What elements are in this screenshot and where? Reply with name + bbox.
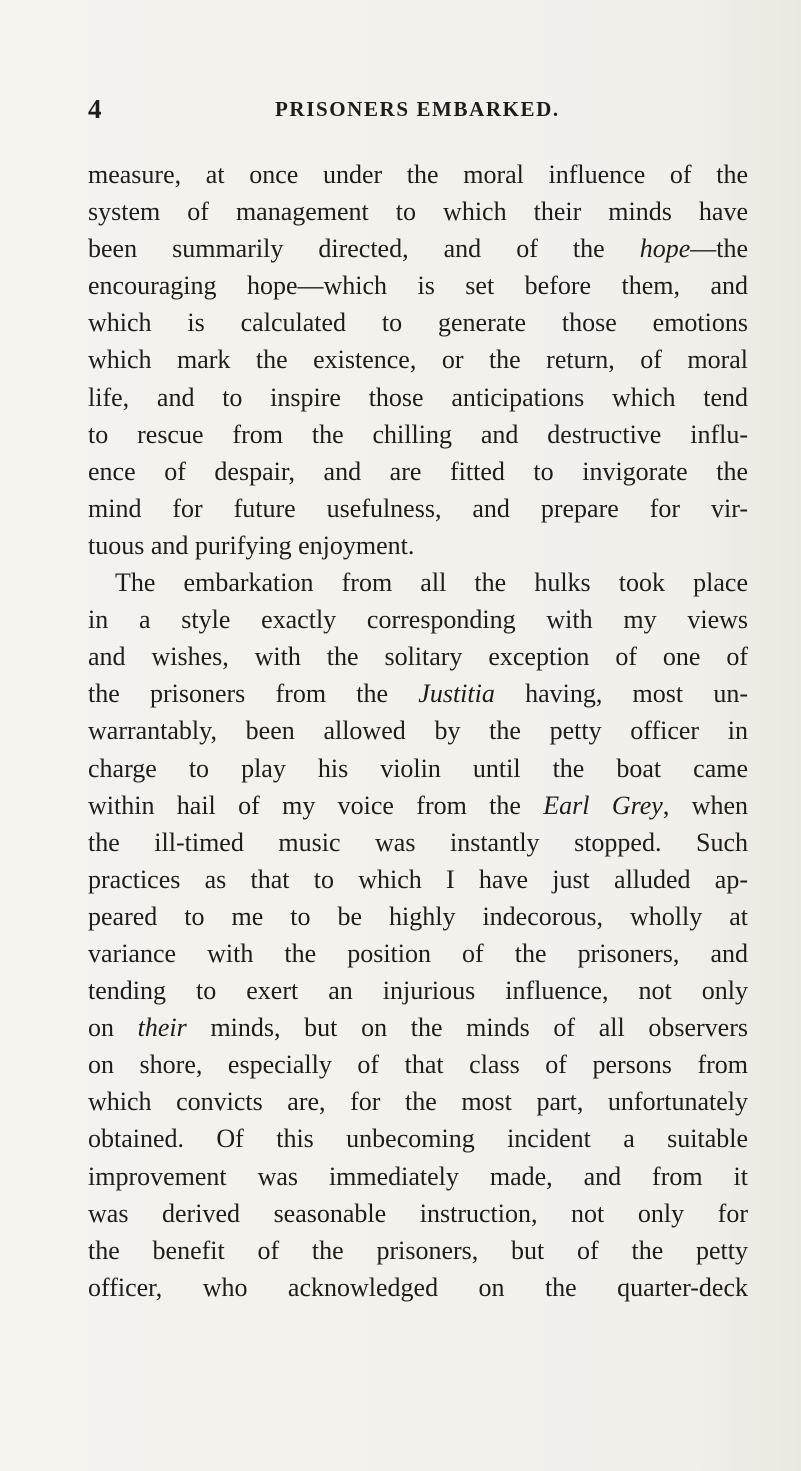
text-fragment: to rescue from the chilling and destructive influ- bbox=[88, 419, 748, 449]
text-fragment: encouraging hope—which is set before them, and bbox=[88, 271, 748, 301]
text-line bbox=[88, 267, 748, 304]
text-line bbox=[88, 527, 748, 564]
text-fragment: on bbox=[88, 1013, 138, 1043]
text-fragment: and wishes, with the solitary exception of one of bbox=[88, 642, 748, 672]
text-fragment: peared to me to be highly indecorous, wholly at bbox=[88, 901, 748, 931]
text-line bbox=[88, 379, 748, 416]
text-line bbox=[88, 935, 748, 972]
text-fragment: tending to exert an injurious influence, not only bbox=[88, 976, 748, 1006]
text-line bbox=[88, 1120, 748, 1157]
text-line bbox=[88, 1269, 748, 1306]
text-line bbox=[88, 861, 748, 898]
text-fragment: officer, who acknowledged on the quarter-deck bbox=[88, 1272, 748, 1302]
page-number: 4 bbox=[88, 94, 102, 124]
text-line bbox=[88, 193, 748, 230]
text-fragment: mind for future usefulness, and prepare for vir- bbox=[88, 493, 748, 523]
text-fragment: The embarkation from all the hulks took place bbox=[115, 568, 748, 598]
text-line bbox=[88, 416, 748, 453]
text-line bbox=[88, 230, 748, 267]
text-fragment: ence of despair, and are fitted to invigorate the bbox=[88, 456, 748, 486]
text-line bbox=[88, 1009, 748, 1046]
text-line bbox=[88, 1232, 748, 1269]
text-fragment: improvement was immediately made, and from it bbox=[88, 1161, 748, 1191]
text-fragment: which convicts are, for the most part, unfortunately bbox=[88, 1087, 748, 1117]
text-fragment: practices as that to which I have just alluded ap- bbox=[88, 864, 748, 894]
running-head: PRISONERS EMBARKED. bbox=[275, 97, 560, 121]
text-fragment: the benefit of the prisoners, but of the petty bbox=[88, 1235, 748, 1265]
text-line bbox=[88, 898, 748, 935]
text-fragment: which mark the existence, or the return, of moral bbox=[88, 345, 748, 375]
text-fragment: in a style exactly corresponding with my views bbox=[88, 605, 748, 635]
text-fragment: —the bbox=[690, 234, 748, 264]
text-line bbox=[88, 341, 748, 378]
text-fragment: tuous and purifying enjoyment. bbox=[88, 530, 415, 560]
text-fragment: which is calculated to generate those emotions bbox=[88, 308, 748, 338]
text-fragment: having, most un- bbox=[494, 679, 748, 709]
text-line bbox=[88, 675, 748, 712]
italic-text: Justitia bbox=[418, 679, 495, 709]
body-text bbox=[88, 156, 748, 1306]
text-line bbox=[88, 1083, 748, 1120]
text-fragment: within hail of my voice from the bbox=[88, 790, 544, 820]
text-line bbox=[88, 787, 748, 824]
text-line bbox=[88, 750, 748, 787]
text-fragment: minds, but on the minds of all observers bbox=[186, 1013, 748, 1043]
page-header bbox=[88, 92, 748, 126]
text-fragment: variance with the position of the prisoners, and bbox=[88, 938, 748, 968]
text-line bbox=[88, 1195, 748, 1232]
text-line bbox=[88, 712, 748, 749]
text-fragment: warrantably, been allowed by the petty officer in bbox=[88, 716, 748, 746]
text-line bbox=[88, 638, 748, 675]
text-line bbox=[88, 601, 748, 638]
text-fragment: charge to play his violin until the boat came bbox=[88, 753, 748, 783]
text-fragment: system of management to which their minds have bbox=[88, 197, 748, 227]
italic-text: Earl Grey bbox=[543, 790, 663, 820]
text-fragment: , when bbox=[662, 790, 748, 820]
text-fragment: on shore, especially of that class of persons from bbox=[88, 1050, 748, 1080]
text-fragment: obtained. Of this unbecoming incident a suitable bbox=[88, 1124, 748, 1154]
text-fragment: the ill-timed music was instantly stopped. Such bbox=[88, 827, 748, 857]
text-line bbox=[88, 156, 748, 193]
text-line bbox=[88, 1046, 748, 1083]
text-fragment: was derived seasonable instruction, not only for bbox=[88, 1198, 748, 1228]
text-line bbox=[88, 304, 748, 341]
text-line bbox=[88, 564, 748, 601]
text-fragment: been summarily directed, and of the bbox=[88, 234, 640, 264]
text-fragment: measure, at once under the moral influence of the bbox=[88, 160, 748, 189]
text-line bbox=[88, 824, 748, 861]
text-fragment: life, and to inspire those anticipations which tend bbox=[88, 382, 748, 412]
text-line bbox=[88, 453, 748, 490]
text-line bbox=[88, 490, 748, 527]
text-line bbox=[88, 972, 748, 1009]
italic-text: hope bbox=[639, 234, 691, 264]
text-fragment: the prisoners from the bbox=[88, 679, 419, 709]
text-line bbox=[88, 1158, 748, 1195]
italic-text: their bbox=[137, 1013, 187, 1043]
